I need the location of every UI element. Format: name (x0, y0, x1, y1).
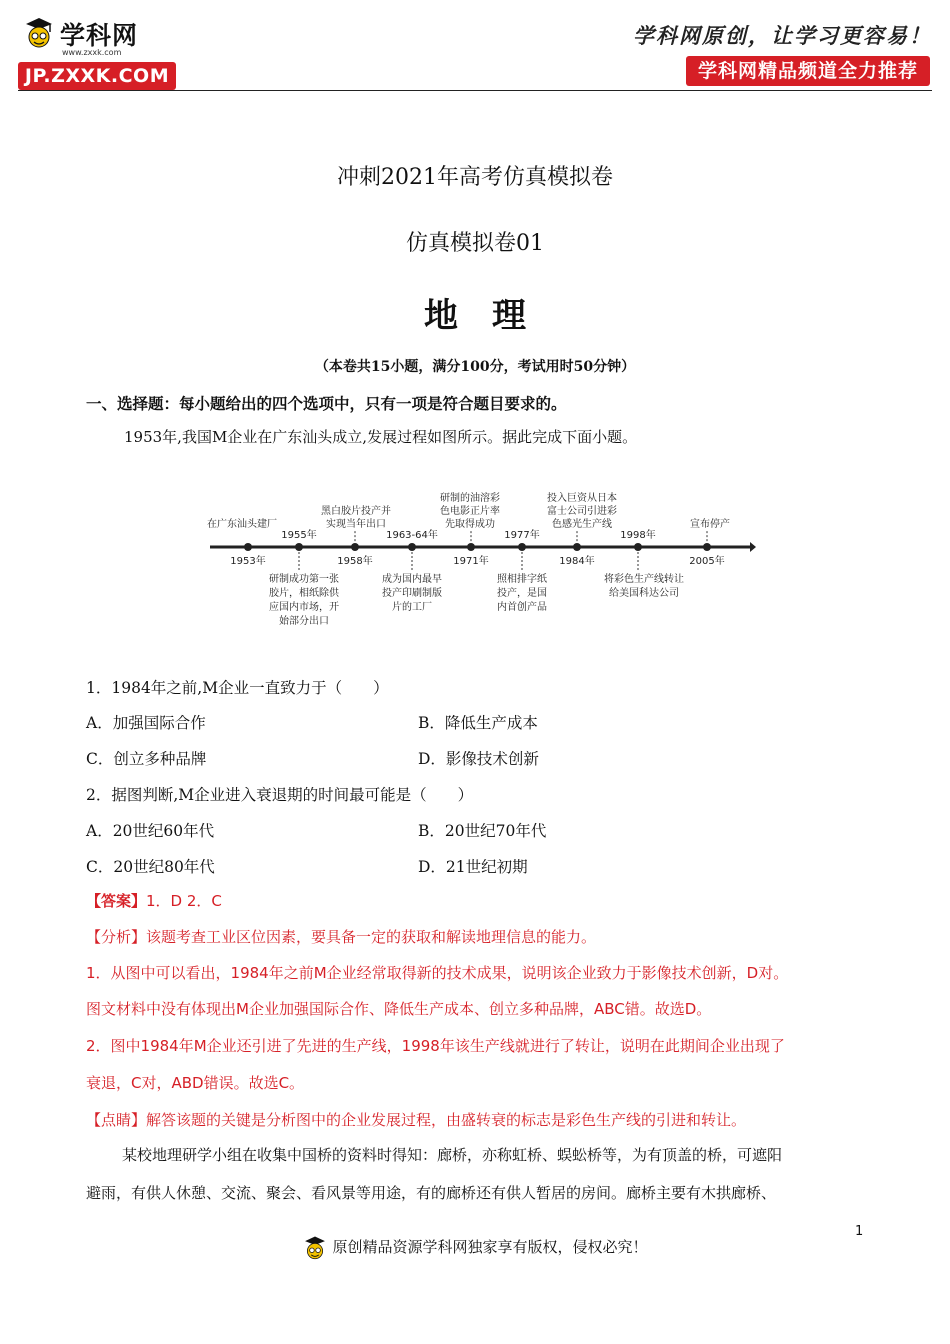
timeline-arrow (750, 542, 756, 552)
question-1-stem: 1．1984年之前,M企业一直致力于（ ） (86, 679, 389, 697)
site-logo[interactable] (18, 14, 178, 92)
header-slogan: 学科网原创，让学习更容易！ (633, 23, 932, 48)
answer-label: 【答案】 (86, 892, 147, 910)
q1-option-b[interactable]: B．降低生产成本 (418, 714, 538, 732)
q1-option-a[interactable]: A．加强国际合作 (86, 714, 206, 732)
tip-text: 解答该题的关键是分析图中的企业发展过程，由盛转衰的标志是彩色生产线的引进和转让。 (146, 1111, 747, 1129)
timeline-year: 1958年 (337, 556, 373, 567)
timeline-event-text: 色感光生产线 (552, 519, 612, 531)
section-intro: 1953年,我国M企业在广东汕头成立,发展过程如图所示。据此完成下面小题。 (124, 428, 638, 446)
mascot-icon (22, 16, 56, 50)
footer (0, 1234, 950, 1262)
timeline-event-text: 片的工厂 (392, 602, 432, 613)
timeline-event-text: 实现当年出口 (326, 519, 386, 531)
timeline-event-text: 投产，是国 (497, 588, 547, 599)
analysis-p2-line1: 2．图中1984年M企业还引进了先进的生产线，1998年该生产线就进行了转让，说明在此期间企业出现了 (86, 1037, 785, 1055)
timeline-event-text: 先取得成功 (445, 519, 495, 531)
analysis-p2-line2: 衰退，C对，ABD错误。故选C。 (86, 1074, 305, 1092)
timeline-event-text: 黑白胶片投产并 (321, 506, 391, 518)
logo-text: 学科网 (60, 21, 139, 50)
subject-title: 地理 (424, 296, 560, 336)
timeline-figure (204, 472, 756, 642)
q2-option-d[interactable]: D．21世纪初期 (418, 858, 528, 876)
answer-text: 1．D 2．C (146, 892, 222, 910)
exam-title: 冲刺2021年高考仿真模拟卷 (337, 165, 613, 190)
timeline-event-text: 成为国内最早 (382, 574, 442, 585)
logo-url: www.zxxk.com (62, 48, 122, 57)
timeline-event-text: 宣布停产 (690, 519, 730, 531)
mascot-icon (302, 1234, 328, 1262)
analysis-label: 【分析】 (86, 928, 147, 946)
timeline-events-above (207, 491, 730, 530)
q2-option-a[interactable]: A．20世纪60年代 (86, 822, 215, 840)
passage-line-2: 避雨，有供人休憩、交流、聚会、看风景等用途，有的廊桥还有供人暂居的房间。廊桥主要有木拱廊桥、 (86, 1184, 777, 1202)
question-2-stem: 2．据图判断,M企业进入衰退期的时间最可能是（ ） (86, 786, 474, 804)
timeline-svg (204, 472, 756, 642)
logo-band: JP.ZXXK.COM (18, 62, 176, 90)
timeline-event-text: 投入巨资从日本 (547, 493, 617, 505)
timeline-year: 1998年 (620, 530, 656, 541)
promo-banner[interactable]: 学科网精品频道全力推荐 (686, 56, 930, 86)
q2-option-b[interactable]: B．20世纪70年代 (418, 822, 547, 840)
timeline-event-text: 照相排字纸 (497, 574, 547, 585)
timeline-event-text: 应国内市场，开 (269, 602, 339, 613)
timeline-event-text: 富士公司引进彩 (547, 506, 617, 518)
timeline-marker (703, 543, 711, 551)
timeline-year: 1971年 (453, 556, 489, 567)
timeline-marker (573, 543, 581, 551)
analysis-p1-line1: 1．从图中可以看出，1984年之前M企业经常取得新的技术成果，说明该企业致力于影像技术创新，D对。 (86, 964, 789, 982)
answer-block (86, 890, 222, 911)
timeline-marker (467, 543, 475, 551)
timeline-events-below (269, 572, 684, 627)
exam-subtitle: 仿真模拟卷01 (406, 231, 544, 256)
tip-block (86, 1109, 746, 1130)
timeline-marker (295, 543, 303, 551)
timeline-event-text: 研制的油溶彩 (440, 493, 500, 505)
timeline-event-text: 将彩色生产线转让 (604, 574, 684, 585)
timeline-event-text: 胶片，相纸除供 (269, 588, 339, 599)
timeline-event-text: 在广东汕头建厂 (207, 519, 277, 531)
q2-option-c[interactable]: C．20世纪80年代 (86, 858, 215, 876)
header-divider (18, 90, 932, 91)
timeline-year: 1955年 (281, 530, 317, 541)
analysis-text: 该题考查工业区位因素，要具备一定的获取和解读地理信息的能力。 (146, 928, 597, 946)
section-heading: 一、选择题：每小题给出的四个选项中，只有一项是符合题目要求的。 (86, 394, 567, 413)
tip-label: 【点睛】 (86, 1111, 147, 1129)
q1-option-c[interactable]: C．创立多种品牌 (86, 750, 207, 768)
timeline-event-text: 始部分出口 (279, 616, 329, 627)
timeline-marker (634, 543, 642, 551)
timeline-event-text: 色电影正片率 (440, 506, 500, 518)
timeline-event-text: 研制成功第一张 (269, 574, 339, 585)
analysis-p1-line2: 图文材料中没有体现出M企业加强国际合作、降低生产成本、创立多种品牌，ABC错。故选D。 (86, 1000, 712, 1018)
timeline-marker (351, 543, 359, 551)
timeline-year: 1984年 (559, 556, 595, 567)
timeline-event-text: 给美国科达公司 (609, 588, 679, 599)
footer-copyright: 原创精品资源学科网独家享有版权，侵权必究！ (332, 1238, 648, 1256)
timeline-year: 2005年 (689, 556, 725, 567)
timeline-event-text: 内首创产品 (497, 602, 547, 613)
exam-note: （本卷共15小题，满分100分，考试用时50分钟） (314, 359, 636, 375)
timeline-year: 1977年 (504, 530, 540, 541)
timeline-event-text: 投产印刷制版 (382, 588, 442, 599)
timeline-year: 1963-64年 (386, 530, 438, 541)
page-number: 1 (855, 1224, 864, 1239)
timeline-marker (244, 543, 252, 551)
q1-option-d[interactable]: D．影像技术创新 (418, 750, 539, 768)
timeline-marker (518, 543, 526, 551)
passage-line-1: 某校地理研学小组在收集中国桥的资料时得知：廊桥，亦称虹桥、蜈蚣桥等，为有顶盖的桥，可遮阳 (122, 1146, 783, 1164)
timeline-marker (408, 543, 416, 551)
analysis-block (86, 926, 596, 947)
timeline-year: 1953年 (230, 556, 266, 567)
